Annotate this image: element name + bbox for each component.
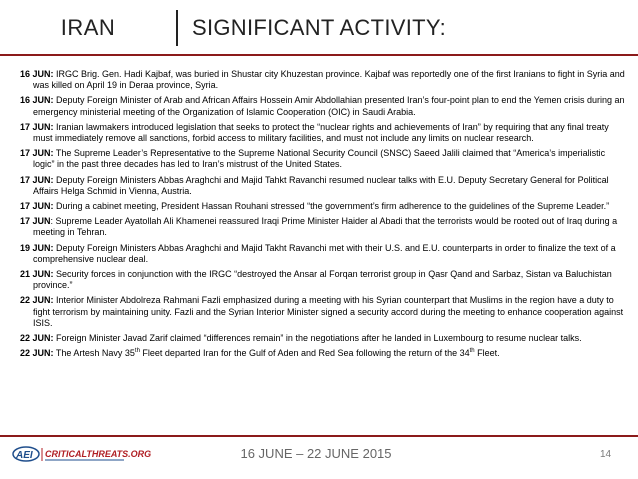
list-item (20, 295, 626, 329)
country-title: IRAN (60, 15, 116, 40)
list-item (20, 201, 626, 212)
entry-text: Deputy Foreign Ministers Abbas Araghchi and Majid Takht Ravanchi met with their U.S. and E.U. counterparts in order to finalize the text of a comprehensive nuclear deal. (33, 242, 616, 264)
entry-date: 17 JUN: (20, 148, 54, 159)
critical-threats-logo[interactable] (12, 444, 152, 464)
entry-text: Iranian lawmakers introduced legislation that seeks to protect the “nuclear rights and achievements of Iran” by requiring that any final treaty must immediately remove all sanctions, forbid access to military facilities, and must not include any limits on nuclear research. (33, 121, 609, 144)
entry-text: Security forces in conjunction with the IRGC “destroyed the Ansar al Forqan terrorist group in Qasr Qand and Sarbaz, Sistan va Baluchistan province.” (33, 269, 612, 291)
entry-text: Deputy Foreign Minister of Arab and African Affairs Hossein Amir Abdollahian presented Iran’s four-point plan to end the Yemen crisis during an emergency ministerial meeting of the Organization of Islamic Cooperation (OIC) in Saudi Arabia. (33, 95, 625, 117)
entry-date: 21 JUN: (20, 269, 54, 280)
bottom-rule (0, 435, 638, 437)
ordinal-suffix: th (134, 348, 140, 355)
top-rule (0, 54, 638, 56)
entry-date: 17 JUN: (20, 201, 54, 212)
entry-date: 17 JUN: (20, 174, 54, 185)
page-number: 14 (600, 449, 612, 460)
list-item (20, 216, 626, 238)
list-item (20, 69, 626, 91)
entry-text: Deputy Foreign Ministers Abbas Araghchi and Majid Tahkt Ravanchi resumed nuclear talks with E.U. Deputy Secretary General for Political Affairs Helga Schmid in Vienna, Austria. (33, 174, 609, 196)
section-title: SIGNIFICANT ACTIVITY: (192, 15, 447, 40)
entry-text: During a cabinet meeting, President Hassan Rouhani stressed “the government’s firm adherence to the guidelines of the Supreme Leader.” (53, 201, 610, 212)
list-item (20, 269, 626, 291)
entry-text: : Supreme Leader Ayatollah Ali Khamenei reassured Iraqi Prime Minister Haider al Abadi that the terrorists would be rooted out of Iraq during a meeting in Tehran. (33, 216, 618, 238)
list-item (20, 333, 626, 344)
activity-list (20, 69, 626, 363)
entry-date: 22 JUN: (20, 295, 54, 306)
slide-header (0, 0, 638, 54)
header-divider (176, 10, 178, 46)
entry-date: 22 JUN: (20, 348, 54, 359)
entry-text: Fleet. (474, 348, 500, 359)
entry-date: 16 JUN: (20, 95, 54, 106)
entry-date: 22 JUN: (20, 333, 54, 344)
entry-text: IRGC Brig. Gen. Hadi Kajbaf, was buried in Shustar city Khuzestan province. Kajbaf was reportedly one of the first Iranians to fight in Syria and was killed on April 19 in Deraa province, Syria. (33, 69, 625, 91)
ordinal-suffix: th (469, 348, 475, 355)
entry-text: Fleet departed Iran for the Gulf of Aden and Red Sea following the return of the 34 (139, 348, 470, 359)
entry-text: Interior Minister Abdolreza Rahmani Fazli emphasized during a meeting with his Syrian counterpart that Muslims in the region have a duty to fight terrorism by maintaining unity. Fazli and the Syrian Interior Minister signed a security accord during the meeting to enhance cooperation against ISIS. (33, 295, 624, 328)
list-item (20, 95, 626, 117)
list-item (20, 243, 626, 265)
date-range: 16 JUNE – 22 JUNE 2015 (240, 446, 392, 461)
list-item (20, 348, 626, 359)
entry-text: The Supreme Leader’s Representative to the Supreme National Security Council (SNSC) Saeed Jalili claimed that “America’s imperialistic logic” in the past three decades has led to Iran’s mistrust of the United States. (33, 148, 606, 170)
entry-date: 16 JUN: (20, 69, 54, 79)
list-item (20, 148, 626, 170)
entry-date: 19 JUN: (20, 242, 54, 253)
entry-text: Foreign Minister Javad Zarif claimed “differences remain” in the negotiations after he landed in Luxembourg to resume nuclear talks. (53, 333, 582, 344)
logo-prefix: AEI (16, 450, 33, 461)
list-item (20, 175, 626, 197)
entry-date: 17 JUN (20, 216, 51, 227)
entry-text: The Artesh Navy 35 (53, 348, 135, 359)
logo-text: CRITICALTHREATS.ORG (45, 449, 152, 459)
list-item (20, 122, 626, 144)
entry-date: 17 JUN: (20, 121, 54, 132)
